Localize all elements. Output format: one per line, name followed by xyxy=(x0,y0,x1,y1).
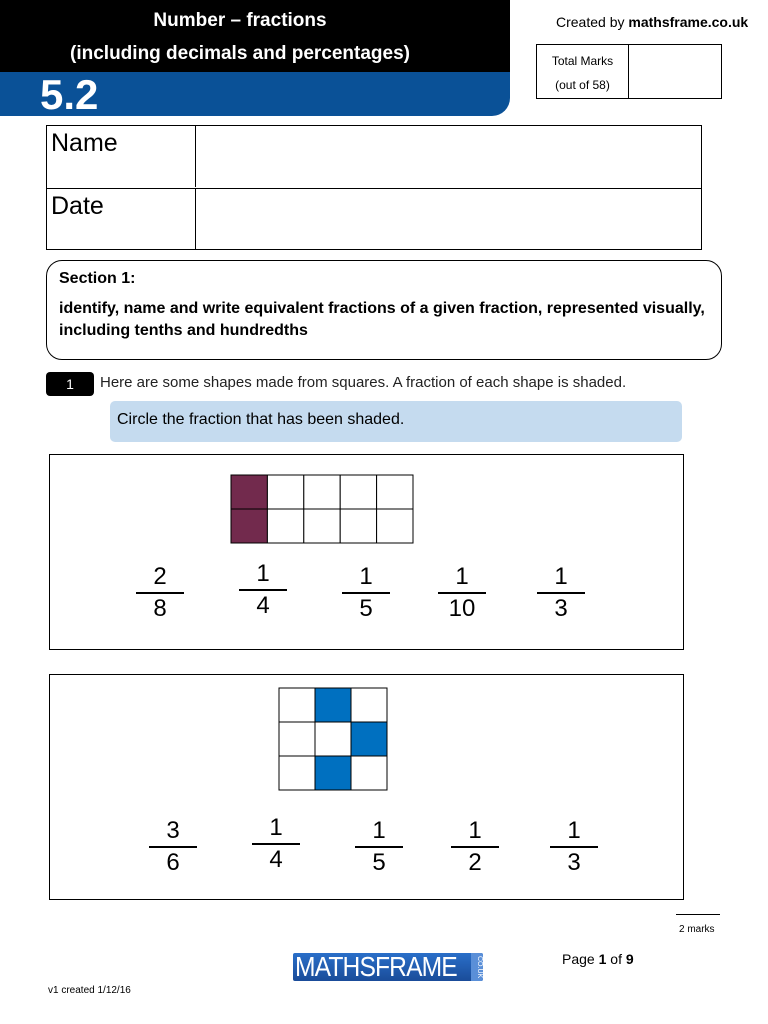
fraction-numerator: 1 xyxy=(468,817,482,844)
unshaded-square xyxy=(340,475,376,509)
shaded-square xyxy=(315,756,351,790)
fraction-bar xyxy=(438,592,486,594)
created-prefix: Created by xyxy=(556,14,629,30)
total-marks-label-2: (out of 58) xyxy=(555,78,610,92)
question-number-badge: 1 xyxy=(46,372,94,396)
total-marks-label-1: Total Marks xyxy=(551,54,614,68)
created-site: mathsframe.co.uk xyxy=(628,14,749,30)
marks-line xyxy=(676,914,720,915)
unshaded-square xyxy=(351,756,387,790)
fraction-option[interactable] xyxy=(533,563,589,623)
fraction-bar xyxy=(355,846,403,848)
fraction-option[interactable] xyxy=(434,563,490,623)
name-date-table xyxy=(46,125,702,250)
unshaded-square xyxy=(267,509,303,543)
shape-grid-1 xyxy=(230,474,414,544)
fraction-option[interactable] xyxy=(145,817,201,877)
total-marks-value-field[interactable] xyxy=(629,45,721,98)
fraction-numerator: 1 xyxy=(567,817,581,844)
date-field[interactable] xyxy=(197,189,701,250)
shape-grid-2 xyxy=(278,687,388,791)
date-row xyxy=(47,188,701,250)
unshaded-square xyxy=(377,509,413,543)
fraction-bar xyxy=(451,846,499,848)
fraction-denominator: 3 xyxy=(567,849,581,876)
page-number xyxy=(562,951,634,967)
created-by xyxy=(556,14,748,30)
fraction-numerator: 1 xyxy=(455,563,469,590)
logo-text: MATHSFRAME xyxy=(295,953,457,981)
page-current: 1 xyxy=(598,951,607,967)
fraction-denominator: 4 xyxy=(269,846,283,873)
fraction-numerator: 3 xyxy=(166,817,180,844)
question-marks: 2 marks xyxy=(679,924,715,935)
unshaded-square xyxy=(351,688,387,722)
fraction-option[interactable] xyxy=(546,817,602,877)
unshaded-square xyxy=(377,475,413,509)
question-text: Here are some shapes made from squares. A fraction of each shape is shaded. xyxy=(100,374,627,391)
shaded-square xyxy=(351,722,387,756)
fraction-numerator: 1 xyxy=(269,814,283,841)
fraction-numerator: 1 xyxy=(554,563,568,590)
shaded-square xyxy=(231,509,267,543)
shaded-square xyxy=(315,688,351,722)
fraction-denominator: 2 xyxy=(468,849,482,876)
fraction-denominator: 6 xyxy=(166,849,180,876)
header-title-line2: (including decimals and percentages) xyxy=(70,43,410,64)
question-instruction: Circle the fraction that has been shaded. xyxy=(110,401,682,442)
header-title-line1: Number – fractions xyxy=(153,10,327,31)
fraction-numerator: 2 xyxy=(153,563,167,590)
unshaded-square xyxy=(304,509,340,543)
shape-box-2 xyxy=(49,674,684,900)
fraction-denominator: 3 xyxy=(554,595,568,622)
total-marks-label xyxy=(537,45,629,98)
date-label: Date xyxy=(47,189,196,250)
fraction-denominator: 5 xyxy=(372,849,386,876)
fraction-numerator: 1 xyxy=(359,563,373,590)
fraction-numerator: 1 xyxy=(372,817,386,844)
name-field[interactable] xyxy=(197,126,701,187)
total-marks-box xyxy=(536,44,722,99)
fraction-numerator: 1 xyxy=(256,560,270,587)
unshaded-square xyxy=(279,722,315,756)
unshaded-square xyxy=(304,475,340,509)
logo-tag: CO.UK xyxy=(471,953,483,981)
fraction-option[interactable] xyxy=(447,817,503,877)
page-prefix: Page xyxy=(562,951,599,967)
unshaded-square xyxy=(279,756,315,790)
fraction-denominator: 8 xyxy=(153,595,167,622)
version-note: v1 created 1/12/16 xyxy=(48,985,131,996)
fraction-bar xyxy=(342,592,390,594)
fraction-bar xyxy=(136,592,184,594)
unshaded-square xyxy=(315,722,351,756)
fraction-bar xyxy=(149,846,197,848)
shape-box-1 xyxy=(49,454,684,650)
mathsframe-logo xyxy=(293,953,483,981)
page-of: of xyxy=(606,951,626,967)
fraction-bar xyxy=(550,846,598,848)
name-label: Name xyxy=(47,126,196,187)
fraction-denominator: 4 xyxy=(256,592,270,619)
section-box xyxy=(46,260,722,360)
unshaded-square xyxy=(279,688,315,722)
fraction-option[interactable] xyxy=(132,563,188,623)
fraction-bar xyxy=(537,592,585,594)
worksheet-code: 5.2 xyxy=(40,71,99,118)
shaded-square xyxy=(231,475,267,509)
page-total: 9 xyxy=(625,951,634,967)
fraction-bar xyxy=(239,589,287,591)
unshaded-square xyxy=(340,509,376,543)
unshaded-square xyxy=(267,475,303,509)
fraction-option[interactable] xyxy=(351,817,407,877)
fraction-option[interactable] xyxy=(338,563,394,623)
fraction-option[interactable] xyxy=(235,560,291,620)
fraction-option[interactable] xyxy=(248,814,304,874)
fraction-denominator: 5 xyxy=(359,595,373,622)
section-heading: Section 1: xyxy=(59,270,136,287)
name-row xyxy=(47,126,701,187)
fraction-bar xyxy=(252,843,300,845)
section-description: identify, name and write equivalent fractions of a given fraction, represented visually, including tenths and hundredths xyxy=(59,300,705,339)
fraction-denominator: 10 xyxy=(448,595,476,622)
